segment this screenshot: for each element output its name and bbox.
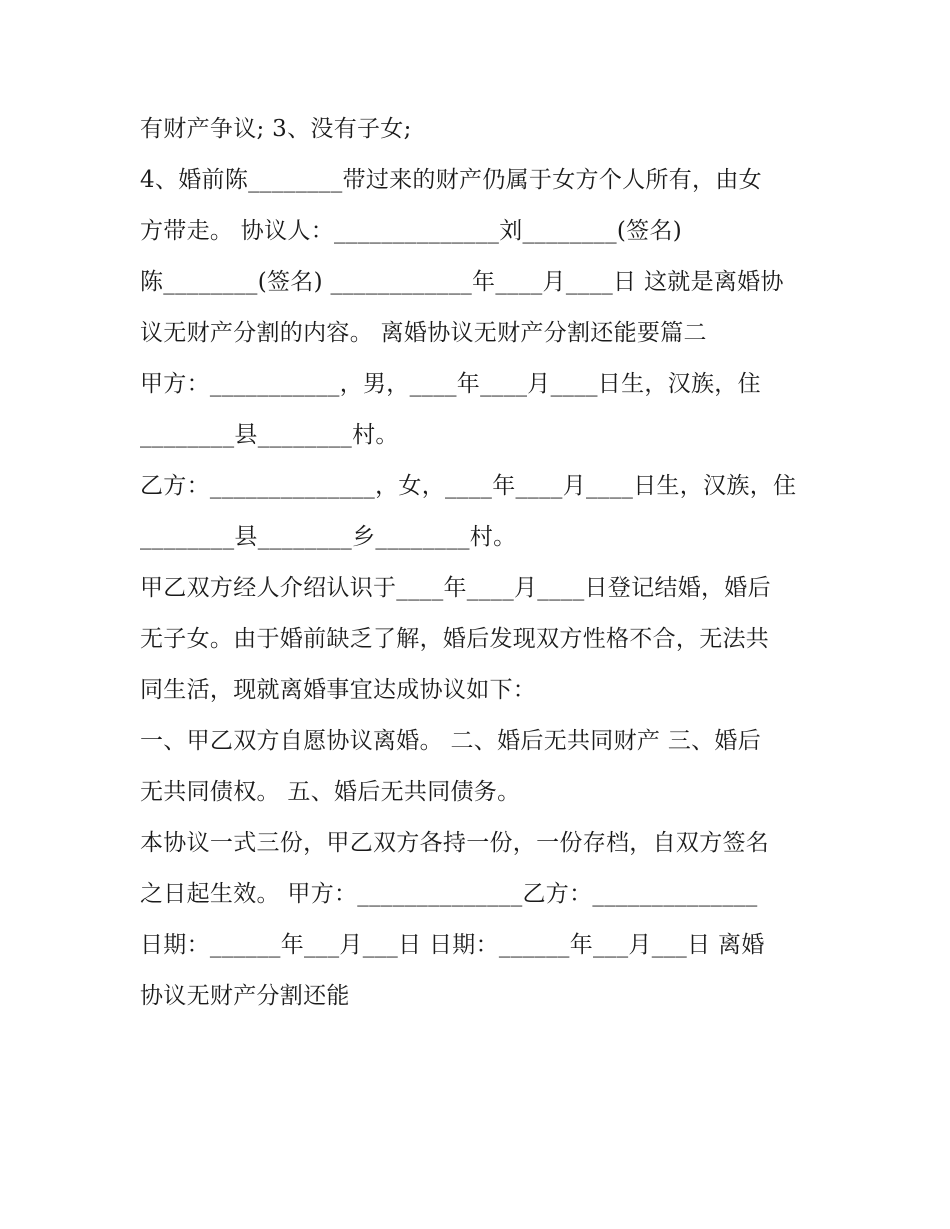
text-line: 无共同债权。 五、婚后无共同债务。 xyxy=(140,779,521,805)
text-line: 协议无财产分割还能 xyxy=(140,983,350,1009)
text-line: 无子女。由于婚前缺乏了解，婚后发现双方性格不合，无法共 xyxy=(140,626,770,652)
text-line: 日期：______年___月___日 日期：______年___月___日 离婚 xyxy=(140,932,765,958)
text-line: 甲乙双方经人介绍认识于____年____月____日登记结婚，婚后 xyxy=(140,575,771,601)
text-line: 甲方：___________，男，____年____月____日生，汉族，住 xyxy=(140,371,761,397)
text-line: ________县________乡________村。 xyxy=(140,524,517,550)
text-line: ________县________村。 xyxy=(140,422,399,448)
text-line: 之日起生效。 甲方：______________乙方：______________ xyxy=(140,881,758,907)
text-line: 本协议一式三份，甲乙双方各持一份，一份存档，自双方签名 xyxy=(140,830,770,856)
text-line: 乙方：______________，女，____年____月____日生，汉族，住 xyxy=(140,473,797,499)
document-body xyxy=(140,104,830,1022)
text-line: 一、甲乙双方自愿协议离婚。 二、婚后无共同财产 三、婚后 xyxy=(140,728,762,754)
text-line: 方带走。 协议人：______________刘________(签名) xyxy=(140,218,683,244)
text-line: 议无财产分割的内容。 离婚协议无财产分割还能要篇二 xyxy=(140,320,707,346)
text-line: 有财产争议; 3、没有子女; xyxy=(140,116,412,142)
text-line: 同生活，现就离婚事宜达成协议如下： xyxy=(140,677,537,703)
text-line: 4、婚前陈________带过来的财产仍属于女方个人所有，由女 xyxy=(140,167,762,193)
text-line: 陈________(签名) ____________年____月____日 这就是离婚协 xyxy=(140,269,784,295)
